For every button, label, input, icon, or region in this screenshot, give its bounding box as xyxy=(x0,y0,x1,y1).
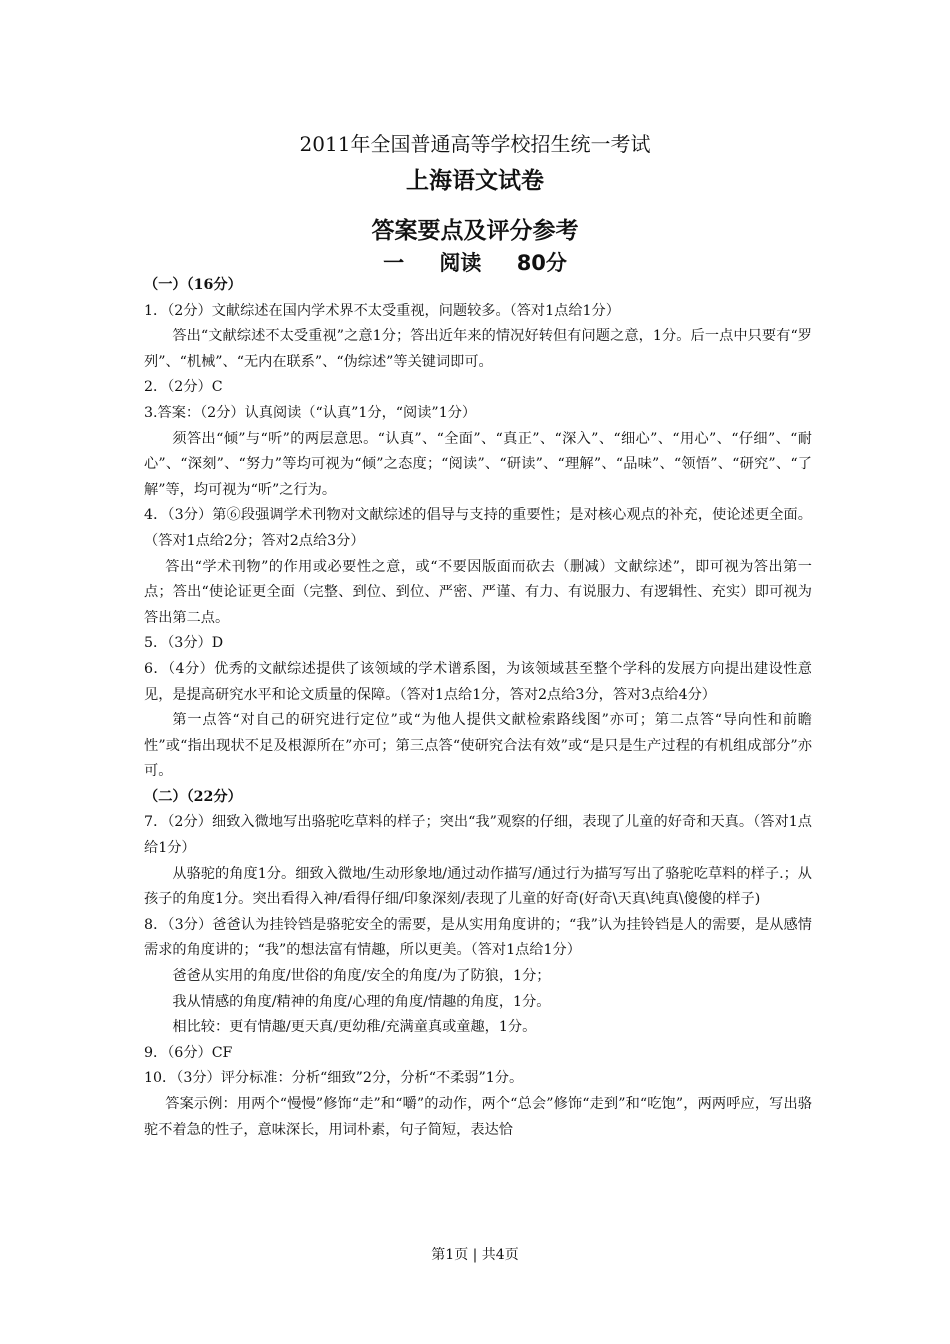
answer-paragraph: 5．（3分）D xyxy=(144,635,224,652)
answer-body xyxy=(144,273,812,1143)
answer-paragraph: 4．（3分）第⑥段强调学术刊物对文献综述的倡导与支持的重要性；是对核心观点的补充，使论述更全面。（答对1点给2分；答对2点给3分） xyxy=(144,507,812,549)
answer-paragraph: 6．（4分）优秀的文献综述提供了该领域的学术谱系图，为该领域甚至整个学科的发展方向提出建设性意见，是提高研究水平和论文质量的保障。（答对1点给1分，答对2点给3分，答对3点给4分） xyxy=(144,660,812,703)
answer-paragraph: 7．（2分）细致入微地写出骆驼吃草料的样子；突出“我”观察的仔细，表现了儿童的好奇和天真。（答对1点给1分） xyxy=(144,814,812,857)
answer-key-title: 答案要点及评分参考 xyxy=(371,218,579,244)
answer-paragraph: 须答出“倾”与“听”的两层意思。“认真”、“全面”、“真正”、“深入”、“细心”、“用心”、“仔细”、“耐心”、“深刻”、“努力”等均可视为“倾”之态度；“阅读”、“研读”、“理解”、“品味”、“领悟”、“研究”、“了解”等，均可视为“听”之行为。 xyxy=(144,430,812,498)
answer-paragraph: 1．（2分）文献综述在国内学术界不太受重视，问题较多。（答对1点给1分） xyxy=(144,302,620,319)
answer-paragraph: 8．（3分）爸爸认为挂铃铛是骆驼安全的需要，是从实用角度讲的；“我”认为挂铃铛是人的需要，是从感情需求的角度讲的；“我”的想法富有情趣，所以更美。（答对1点给1分） xyxy=(144,916,812,959)
answer-paragraph: 我从情感的角度/精神的角度/心理的角度/情趣的角度，1分。 xyxy=(172,993,551,1010)
exam-title: 2011年全国普通高等学校招生统一考试 xyxy=(299,132,651,156)
answer-paragraph: 相比较：更有情趣/更天真/更幼稚/充满童真或童趣，1分。 xyxy=(172,1019,537,1036)
answer-paragraph: 答案示例：用两个“慢慢”修饰“走”和“嚼”的动作，两个“总会”修饰“走到”和“吃饱”，两两呼应，写出骆驼不着急的性子，意味深长，用词朴素，句子简短，表达恰 xyxy=(144,1096,812,1138)
page-footer: 第1页 | 共4页 xyxy=(431,1247,519,1263)
answer-paragraph: 第一点答“对自己的研究进行定位”或“为他人提供文献检索路线图”亦可；第二点答“导向性和前瞻性”或“指出现状不足及根源所在”亦可；第三点答“使研究合法有效”或“是只是生产过程的有机组成部分”亦可。 xyxy=(144,712,812,780)
part-number: 一 xyxy=(383,251,405,275)
paper-title: 上海语文试卷 xyxy=(406,168,544,194)
answer-paragraph: 从骆驼的角度1分。细致入微地/生动形象地/通过动作描写/通过行为描写写出了骆驼吃草料的样子.；从孩子的角度1分。突出看得入神/看得仔细/印象深刻/表现了儿童的好奇(好奇\天真\纯真\傻傻的样子) xyxy=(144,865,812,908)
answer-paragraph: 10．（3分）评分标准：分析“细致”2分，分析“不柔弱”1分。 xyxy=(144,1070,524,1087)
section-heading: （一）（16分） xyxy=(144,277,242,293)
answer-paragraph: 9．（6分）CF xyxy=(144,1044,233,1061)
answer-paragraph: 答出“文献综述不太受重视”之意1分；答出近年来的情况好转但有问题之意，1分。后一点中只要有“罗列”、“机械”、“无内在联系”、“伪综述”等关键词即可。 xyxy=(144,328,812,370)
answer-paragraph: 答出“学术刊物”的作用或必要性之意，或“不要因版面而砍去（删减）文献综述”，即可视为答出第一点；答出“使论证更全面（完整、到位、到位、严密、严谨、有力、有说服力、有逻辑性、充实）即可视为答出第二点。 xyxy=(144,558,812,626)
answer-paragraph: 爸爸从实用的角度/世俗的角度/安全的角度/为了防狼，1分； xyxy=(172,968,551,985)
part-name: 阅读 xyxy=(439,251,482,275)
answer-paragraph: 2．（2分）C xyxy=(144,379,223,396)
section-heading: （二）（22分） xyxy=(144,788,242,805)
answer-paragraph: 3.答案：（2分）认真阅读（“认真”1分，“阅读”1分） xyxy=(144,404,477,421)
part-score: 80分 xyxy=(516,251,567,275)
